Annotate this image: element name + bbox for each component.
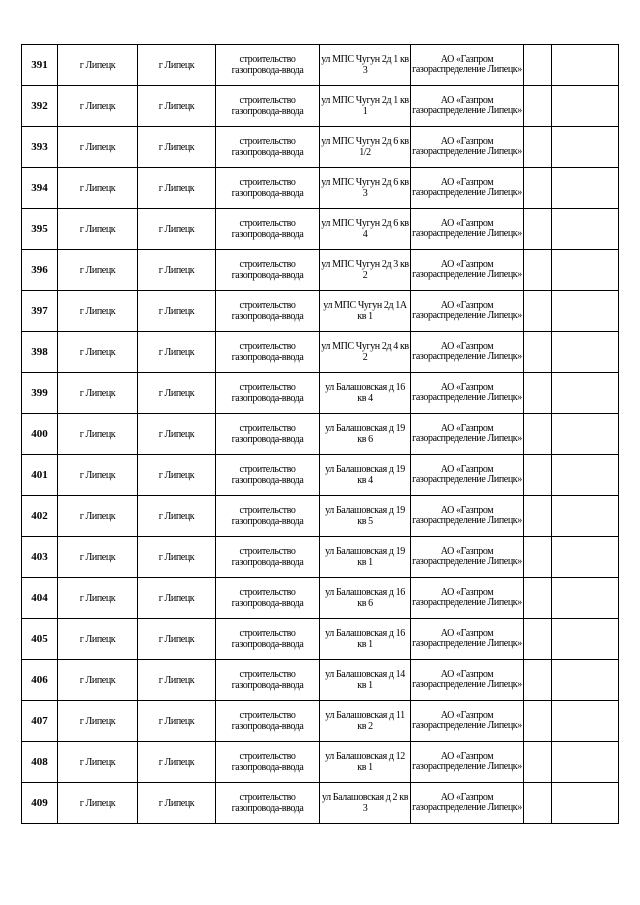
table-row [22, 496, 619, 537]
work-type-cell: строительство газопровода-ввода [216, 168, 320, 209]
address-cell: ул МПС Чугун 2д 1 кв 1 [320, 86, 411, 127]
empty-cell [552, 701, 619, 742]
work-type-cell: строительство газопровода-ввода [216, 496, 320, 537]
organization-cell: АО «Газпром газораспределение Липецк» [411, 250, 524, 291]
table-row [22, 783, 619, 824]
table-row [22, 332, 619, 373]
organization-cell: АО «Газпром газораспределение Липецк» [411, 45, 524, 86]
empty-cell [552, 496, 619, 537]
empty-cell [552, 332, 619, 373]
empty-cell [524, 45, 552, 86]
table-row [22, 537, 619, 578]
row-number: 391 [22, 45, 58, 86]
table-row [22, 578, 619, 619]
work-type-cell: строительство газопровода-ввода [216, 209, 320, 250]
row-number: 402 [22, 496, 58, 537]
city-cell: г Липецк [58, 537, 138, 578]
address-cell: ул Балашовская д 19 кв 5 [320, 496, 411, 537]
empty-cell [552, 45, 619, 86]
empty-cell [524, 291, 552, 332]
empty-cell [524, 127, 552, 168]
organization-cell: АО «Газпром газораспределение Липецк» [411, 496, 524, 537]
empty-cell [552, 250, 619, 291]
organization-cell: АО «Газпром газораспределение Липецк» [411, 168, 524, 209]
locality-cell: г Липецк [138, 455, 216, 496]
city-cell: г Липецк [58, 332, 138, 373]
work-type-cell: строительство газопровода-ввода [216, 250, 320, 291]
city-cell: г Липецк [58, 578, 138, 619]
work-type-cell: строительство газопровода-ввода [216, 742, 320, 783]
organization-cell: АО «Газпром газораспределение Липецк» [411, 537, 524, 578]
locality-cell: г Липецк [138, 578, 216, 619]
table-row [22, 742, 619, 783]
organization-cell: АО «Газпром газораспределение Липецк» [411, 86, 524, 127]
empty-cell [552, 291, 619, 332]
empty-cell [552, 209, 619, 250]
table-row [22, 619, 619, 660]
city-cell: г Липецк [58, 660, 138, 701]
address-cell: ул Балашовская д 16 кв 1 [320, 619, 411, 660]
empty-cell [524, 742, 552, 783]
table-row [22, 455, 619, 496]
empty-cell [552, 455, 619, 496]
row-number: 401 [22, 455, 58, 496]
empty-cell [524, 373, 552, 414]
address-cell: ул Балашовская д 16 кв 4 [320, 373, 411, 414]
locality-cell: г Липецк [138, 127, 216, 168]
organization-cell: АО «Газпром газораспределение Липецк» [411, 578, 524, 619]
locality-cell: г Липецк [138, 373, 216, 414]
empty-cell [524, 86, 552, 127]
work-type-cell: строительство газопровода-ввода [216, 783, 320, 824]
address-cell: ул Балашовская д 16 кв 6 [320, 578, 411, 619]
city-cell: г Липецк [58, 742, 138, 783]
city-cell: г Липецк [58, 250, 138, 291]
table-row [22, 701, 619, 742]
locality-cell: г Липецк [138, 291, 216, 332]
city-cell: г Липецк [58, 701, 138, 742]
table-row [22, 660, 619, 701]
locality-cell: г Липецк [138, 619, 216, 660]
address-cell: ул Балашовская д 19 кв 4 [320, 455, 411, 496]
locality-cell: г Липецк [138, 783, 216, 824]
row-number: 409 [22, 783, 58, 824]
city-cell: г Липецк [58, 209, 138, 250]
row-number: 404 [22, 578, 58, 619]
city-cell: г Липецк [58, 783, 138, 824]
row-number: 397 [22, 291, 58, 332]
table-row [22, 86, 619, 127]
work-type-cell: строительство газопровода-ввода [216, 414, 320, 455]
locality-cell: г Липецк [138, 701, 216, 742]
organization-cell: АО «Газпром газораспределение Липецк» [411, 455, 524, 496]
address-cell: ул МПС Чугун 2д 4 кв 2 [320, 332, 411, 373]
empty-cell [524, 783, 552, 824]
locality-cell: г Липецк [138, 537, 216, 578]
city-cell: г Липецк [58, 373, 138, 414]
row-number: 400 [22, 414, 58, 455]
locality-cell: г Липецк [138, 168, 216, 209]
work-type-cell: строительство газопровода-ввода [216, 86, 320, 127]
empty-cell [552, 619, 619, 660]
work-type-cell: строительство газопровода-ввода [216, 619, 320, 660]
empty-cell [524, 209, 552, 250]
row-number: 407 [22, 701, 58, 742]
address-cell: ул Балашовская д 14 кв 1 [320, 660, 411, 701]
row-number: 408 [22, 742, 58, 783]
locality-cell: г Липецк [138, 250, 216, 291]
city-cell: г Липецк [58, 496, 138, 537]
locality-cell: г Липецк [138, 742, 216, 783]
table-row [22, 127, 619, 168]
organization-cell: АО «Газпром газораспределение Липецк» [411, 414, 524, 455]
organization-cell: АО «Газпром газораспределение Липецк» [411, 783, 524, 824]
table-row [22, 250, 619, 291]
organization-cell: АО «Газпром газораспределение Липецк» [411, 373, 524, 414]
address-cell: ул Балашовская д 19 кв 1 [320, 537, 411, 578]
city-cell: г Липецк [58, 619, 138, 660]
address-cell: ул МПС Чугун 2д 6 кв 1/2 [320, 127, 411, 168]
empty-cell [524, 619, 552, 660]
city-cell: г Липецк [58, 455, 138, 496]
table-row [22, 168, 619, 209]
work-type-cell: строительство газопровода-ввода [216, 578, 320, 619]
table-body [22, 45, 619, 824]
locality-cell: г Липецк [138, 414, 216, 455]
address-cell: ул МПС Чугун 2д 1 кв 3 [320, 45, 411, 86]
empty-cell [524, 660, 552, 701]
row-number: 403 [22, 537, 58, 578]
work-type-cell: строительство газопровода-ввода [216, 45, 320, 86]
organization-cell: АО «Газпром газораспределение Липецк» [411, 127, 524, 168]
empty-cell [524, 250, 552, 291]
empty-cell [524, 537, 552, 578]
empty-cell [552, 742, 619, 783]
city-cell: г Липецк [58, 414, 138, 455]
empty-cell [524, 496, 552, 537]
organization-cell: АО «Газпром газораспределение Липецк» [411, 209, 524, 250]
address-cell: ул МПС Чугун 2д 6 кв 4 [320, 209, 411, 250]
address-cell: ул Балашовская д 19 кв 6 [320, 414, 411, 455]
empty-cell [552, 86, 619, 127]
address-cell: ул Балашовская д 11 кв 2 [320, 701, 411, 742]
organization-cell: АО «Газпром газораспределение Липецк» [411, 291, 524, 332]
address-cell: ул МПС Чугун 2д 1А кв 1 [320, 291, 411, 332]
work-type-cell: строительство газопровода-ввода [216, 455, 320, 496]
city-cell: г Липецк [58, 45, 138, 86]
empty-cell [552, 537, 619, 578]
city-cell: г Липецк [58, 86, 138, 127]
work-type-cell: строительство газопровода-ввода [216, 373, 320, 414]
table-row [22, 209, 619, 250]
organization-cell: АО «Газпром газораспределение Липецк» [411, 742, 524, 783]
empty-cell [552, 373, 619, 414]
empty-cell [524, 168, 552, 209]
work-type-cell: строительство газопровода-ввода [216, 291, 320, 332]
organization-cell: АО «Газпром газораспределение Липецк» [411, 619, 524, 660]
registry-table [21, 44, 619, 824]
locality-cell: г Липецк [138, 496, 216, 537]
row-number: 406 [22, 660, 58, 701]
row-number: 396 [22, 250, 58, 291]
empty-cell [552, 414, 619, 455]
work-type-cell: строительство газопровода-ввода [216, 537, 320, 578]
row-number: 392 [22, 86, 58, 127]
table-row [22, 45, 619, 86]
city-cell: г Липецк [58, 291, 138, 332]
work-type-cell: строительство газопровода-ввода [216, 660, 320, 701]
address-cell: ул МПС Чугун 2д 6 кв 3 [320, 168, 411, 209]
work-type-cell: строительство газопровода-ввода [216, 127, 320, 168]
empty-cell [524, 578, 552, 619]
locality-cell: г Липецк [138, 86, 216, 127]
empty-cell [552, 578, 619, 619]
address-cell: ул Балашовская д 12 кв 1 [320, 742, 411, 783]
empty-cell [524, 701, 552, 742]
organization-cell: АО «Газпром газораспределение Липецк» [411, 332, 524, 373]
work-type-cell: строительство газопровода-ввода [216, 701, 320, 742]
empty-cell [552, 660, 619, 701]
locality-cell: г Липецк [138, 332, 216, 373]
empty-cell [552, 127, 619, 168]
address-cell: ул Балашовская д 2 кв 3 [320, 783, 411, 824]
locality-cell: г Липецк [138, 209, 216, 250]
locality-cell: г Липецк [138, 660, 216, 701]
empty-cell [524, 455, 552, 496]
organization-cell: АО «Газпром газораспределение Липецк» [411, 701, 524, 742]
locality-cell: г Липецк [138, 45, 216, 86]
organization-cell: АО «Газпром газораспределение Липецк» [411, 660, 524, 701]
row-number: 398 [22, 332, 58, 373]
row-number: 393 [22, 127, 58, 168]
table-row [22, 373, 619, 414]
empty-cell [552, 168, 619, 209]
empty-cell [524, 414, 552, 455]
table-row [22, 414, 619, 455]
row-number: 395 [22, 209, 58, 250]
row-number: 405 [22, 619, 58, 660]
city-cell: г Липецк [58, 168, 138, 209]
empty-cell [552, 783, 619, 824]
empty-cell [524, 332, 552, 373]
table-row [22, 291, 619, 332]
row-number: 394 [22, 168, 58, 209]
address-cell: ул МПС Чугун 2д 3 кв 2 [320, 250, 411, 291]
city-cell: г Липецк [58, 127, 138, 168]
row-number: 399 [22, 373, 58, 414]
work-type-cell: строительство газопровода-ввода [216, 332, 320, 373]
